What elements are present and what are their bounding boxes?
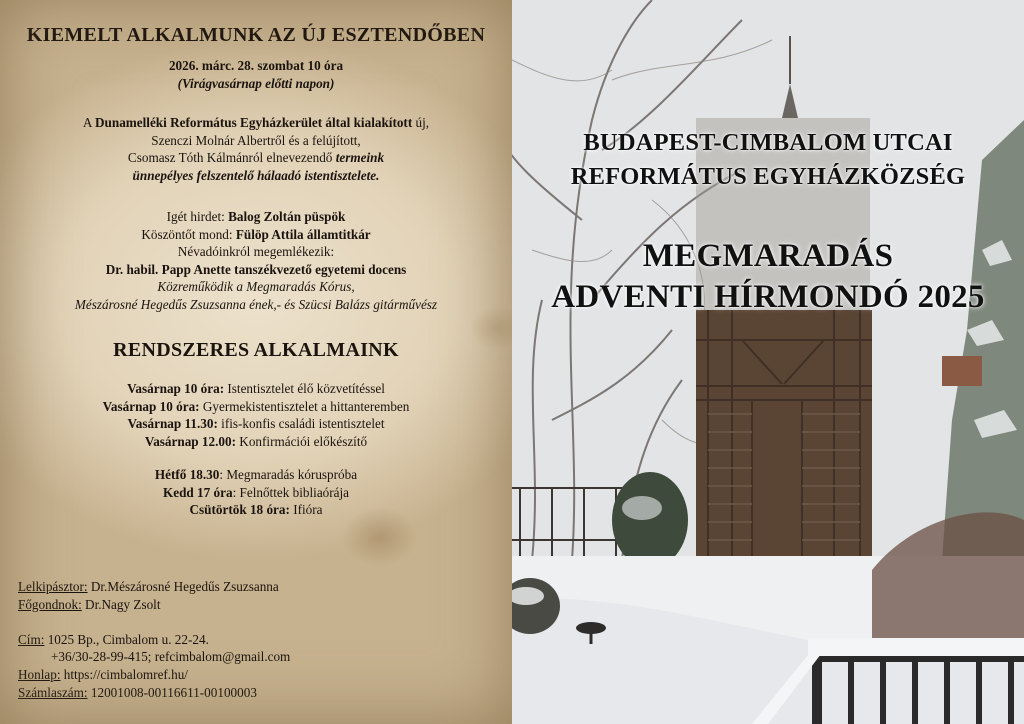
greeting-line — [0, 226, 512, 244]
description-line-2: Szenczi Molnár Albertről és a felújított, — [151, 132, 361, 148]
person-name: Fülöp Attila államtitkár — [235, 226, 371, 242]
weekday-schedule — [0, 466, 512, 519]
memorial-label: Névadóinkról megemlékezik: — [177, 244, 335, 260]
church-name-line-2: REFORMÁTUS EGYHÁZKÖZSÉG — [570, 163, 966, 190]
contact-value: 1025 Bp., Cimbalom u. 22-24. — [44, 631, 209, 647]
regular-heading: RENDSZERES ALKALMAINK — [113, 339, 399, 361]
description-text: új, — [412, 115, 430, 130]
schedule-event: Ifióra — [289, 502, 323, 518]
schedule-time: Kedd 17 óra — [162, 484, 233, 500]
description-text: A — [82, 115, 95, 130]
featured-description — [0, 114, 512, 184]
schedule-event: : Felnőttek bibliaórája — [232, 484, 350, 500]
contact-label: Honlap: — [18, 666, 61, 682]
schedule-time: Csütörtök 18 óra: — [189, 502, 290, 518]
regular-section-title — [0, 339, 512, 362]
schedule-event: Istentisztelet élő közvetítéssel — [224, 381, 385, 396]
schedule-row — [0, 466, 512, 484]
winter-church-tower-photo — [512, 0, 1024, 724]
schedule-event: Konfirmációi előkészítő — [236, 433, 368, 449]
pastor-line — [18, 578, 290, 596]
contact-info — [18, 578, 290, 701]
role-label: Igét hirdet: — [166, 209, 229, 224]
description-emphasis: termeink — [335, 150, 385, 166]
newsletter-title-line-1: MEGMARADÁS — [642, 238, 894, 274]
spacer — [18, 613, 290, 631]
description-line-4: ünnepélyes felszentelő hálaadó istentisztelete. — [132, 167, 380, 183]
schedule-time: Vasárnap 10 óra: — [102, 398, 200, 414]
event-date-note: (Virágvasárnap előtti napon) — [177, 75, 335, 91]
phone-email-line: +36/30-28-99-415; refcimbalom@gmail.com — [51, 649, 291, 665]
website-link[interactable]: https://cimbalomref.hu/ — [60, 666, 188, 682]
contact-label: Lelkipásztor: — [18, 579, 88, 594]
contact-value: Dr.Nagy Zsolt — [81, 596, 161, 612]
contact-value: 12001008-00116611-00100003 — [87, 684, 257, 700]
contact-label: Főgondnok: — [18, 596, 82, 612]
schedule-row — [0, 415, 512, 433]
description-line-1 — [0, 114, 512, 132]
memorial-speaker: Dr. habil. Papp Anette tanszékvezető egyetemi docens — [105, 261, 407, 277]
schedule-event: ifis-konfis családi istentisztelet — [217, 416, 385, 432]
address-line — [18, 631, 290, 649]
person-name: Balog Zoltán püspök — [228, 209, 346, 224]
schedule-row — [0, 380, 512, 398]
contact-label: Számlaszám: — [18, 684, 88, 700]
schedule-event: Gyermekistentisztelet a hittanteremben — [199, 398, 410, 414]
church-name-line-1: BUDAPEST-CIMBALOM UTCAI — [583, 129, 953, 156]
participants-line-1: Közreműködik a Megmaradás Kórus, — [157, 279, 355, 295]
schedule-time: Vasárnap 12.00: — [144, 433, 236, 449]
cover-photo-panel — [512, 0, 1024, 724]
schedule-event: : Megmaradás kóruspróba — [219, 467, 358, 482]
description-emphasis: Dunamelléki Református Egyházkerület által kialakított — [95, 115, 413, 130]
featured-heading: KIEMELT ALKALMUNK AZ ÚJ ESZTENDŐBEN — [26, 24, 486, 46]
sunday-schedule — [0, 380, 512, 450]
newsletter-title-line-2: ADVENTI HÍRMONDÓ 2025 — [551, 279, 985, 315]
newsletter-title — [512, 236, 1024, 318]
church-name — [512, 126, 1024, 194]
participants-line-2: Mészárosné Hegedűs Zsuzsanna ének,- és Szücsi Balázs gitárművész — [74, 296, 438, 312]
description-line-3 — [0, 149, 512, 167]
featured-date-block — [0, 57, 512, 92]
schedule-row — [0, 484, 512, 502]
schedule-time: Vasárnap 11.30: — [127, 416, 218, 432]
contact-label: Cím: — [18, 631, 45, 647]
sermon-line — [0, 208, 512, 226]
featured-section-title — [0, 24, 512, 47]
schedule-time: Hétfő 18.30 — [154, 467, 220, 482]
contact-value: Dr.Mészárosné Hegedűs Zsuzsanna — [87, 579, 279, 594]
account-line — [18, 684, 290, 702]
curator-line — [18, 596, 290, 614]
featured-participants — [0, 208, 512, 314]
schedule-time: Vasárnap 10 óra: — [127, 381, 225, 396]
schedule-row — [0, 501, 512, 519]
schedule-row — [0, 398, 512, 416]
role-label: Köszöntőt mond: — [141, 226, 236, 242]
event-date: 2026. márc. 28. szombat 10 óra — [168, 58, 344, 73]
website-line — [18, 666, 290, 684]
description-text: Csomasz Tóth Kálmánról elnevezendő — [127, 150, 336, 166]
schedule-row — [0, 433, 512, 451]
